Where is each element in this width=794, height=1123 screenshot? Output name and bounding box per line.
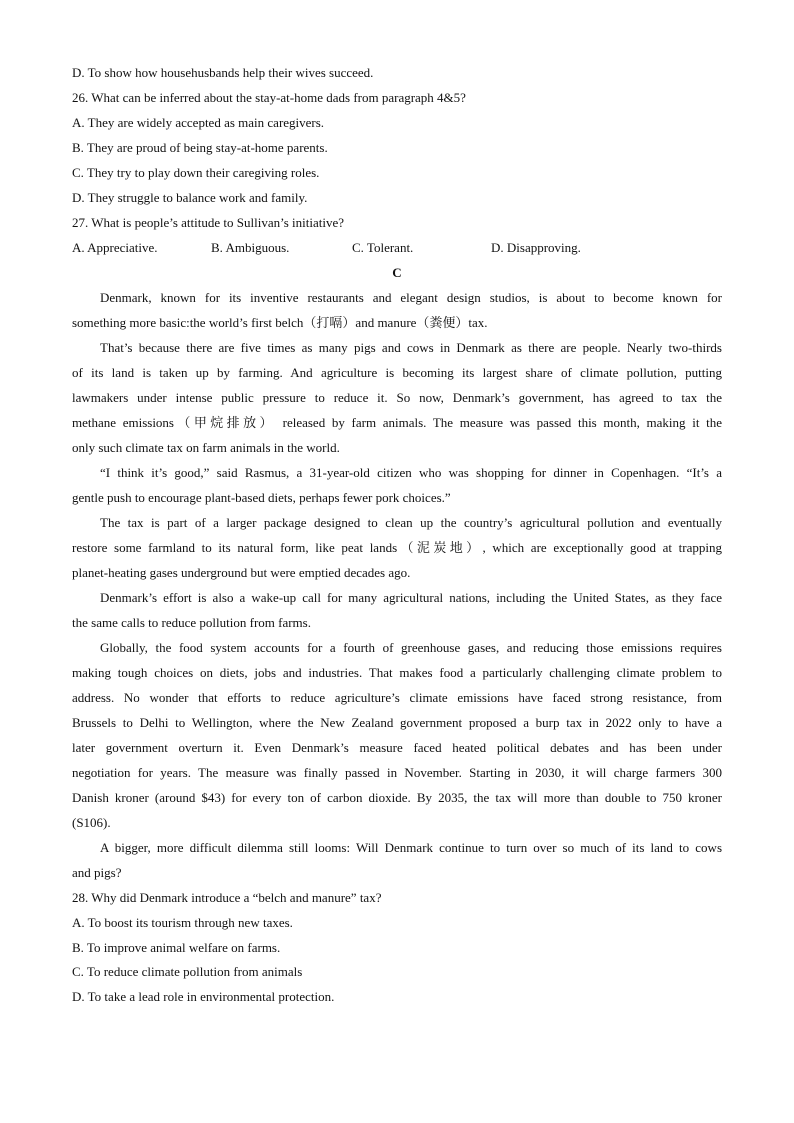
q27-option-b: B. Ambiguous. <box>211 240 290 255</box>
passage-line: The tax is part of a larger package designed to clean up the country’s agricultural pollution and eventually <box>100 515 722 530</box>
q26-option-b: B. They are proud of being stay-at-home parents. <box>72 140 328 155</box>
passage-line: methane emissions（甲烷排放） released by farm animals. The measure was passed this month, making it the <box>72 415 722 430</box>
q27-stem: 27. What is people’s attitude to Sullivan’s initiative? <box>72 215 344 230</box>
q27-option-a: A. Appreciative. <box>72 240 158 255</box>
q28-option-a: A. To boost its tourism through new taxes. <box>72 915 293 930</box>
q26-option-d: D. They struggle to balance work and family. <box>72 190 308 205</box>
passage-line: (S106). <box>72 815 111 830</box>
q27-option-c: C. Tolerant. <box>352 240 414 255</box>
passage-line: Denmark’s effort is also a wake-up call for many agricultural nations, including the United States, as they face <box>100 590 722 605</box>
q26-option-c: C. They try to play down their caregiving roles. <box>72 165 320 180</box>
passage-line: A bigger, more difficult dilemma still looms: Will Denmark continue to turn over so much of its land to cows <box>100 840 722 855</box>
passage-line: planet-heating gases underground but were emptied decades ago. <box>72 565 411 580</box>
q27-option-d: D. Disapproving. <box>491 240 581 255</box>
passage-line: That’s because there are five times as many pigs and cows in Denmark as there are people. Nearly two-thirds <box>100 340 722 355</box>
passage-line: restore some farmland to its natural form, like peat lands（泥炭地）, which are exceptionally good at trapping <box>72 540 722 555</box>
q26-stem: 26. What can be inferred about the stay-at-home dads from paragraph 4&5? <box>72 90 466 105</box>
passage-line: later government overturn it. Even Denmark’s measure faced heated political debates and has been under <box>72 740 722 755</box>
passage-line: “I think it’s good,” said Rasmus, a 31-year-old citizen who was shopping for dinner in Copenhagen. “It’s a <box>100 465 722 480</box>
q28-option-b: B. To improve animal welfare on farms. <box>72 940 281 955</box>
passage-line: the same calls to reduce pollution from farms. <box>72 615 311 630</box>
passage-line: Danish kroner (around $43) for every ton of carbon dioxide. By 2035, the tax will more than double to 750 kroner <box>72 790 722 805</box>
q28-stem: 28. Why did Denmark introduce a “belch and manure” tax? <box>72 890 382 905</box>
passage-line: Brussels to Delhi to Wellington, where the New Zealand government proposed a burp tax in 2022 only to have a <box>72 715 722 730</box>
passage-line: gentle push to encourage plant-based diets, perhaps fewer pork choices.” <box>72 490 451 505</box>
q25-option-d: D. To show how househusbands help their wives succeed. <box>72 65 374 80</box>
q28-option-d: D. To take a lead role in environmental protection. <box>72 989 335 1004</box>
passage-line: address. No wonder that efforts to reduce agriculture’s climate emissions have faced strong resistance, from <box>72 690 722 705</box>
passage-line: and pigs? <box>72 865 122 880</box>
passage-line: Globally, the food system accounts for a fourth of greenhouse gases, and reducing those emissions requires <box>100 640 722 655</box>
passage-line: of its land is taken up by farming. And agriculture is becoming its largest share of climate pollution, putting <box>72 365 722 380</box>
passage-line: making tough choices on diets, jobs and industries. That makes food a particularly challenging climate problem to <box>72 665 722 680</box>
passage-line: only such climate tax on farm animals in the world. <box>72 440 340 455</box>
passage-line: Denmark, known for its inventive restaurants and elegant design studios, is about to become known for <box>100 290 722 305</box>
q28-option-c: C. To reduce climate pollution from animals <box>72 964 303 979</box>
section-heading: C <box>392 265 402 280</box>
passage-line: something more basic:the world’s first belch（打嗝）and manure（粪便）tax. <box>72 315 488 330</box>
q26-option-a: A. They are widely accepted as main caregivers. <box>72 115 325 130</box>
passage-line: negotiation for years. The measure was finally passed in November. Starting in 2030, it will charge farmers 300 <box>72 765 722 780</box>
passage-line: lawmakers under intense public pressure to reduce it. So now, Denmark’s government, has agreed to tax the <box>72 390 722 405</box>
